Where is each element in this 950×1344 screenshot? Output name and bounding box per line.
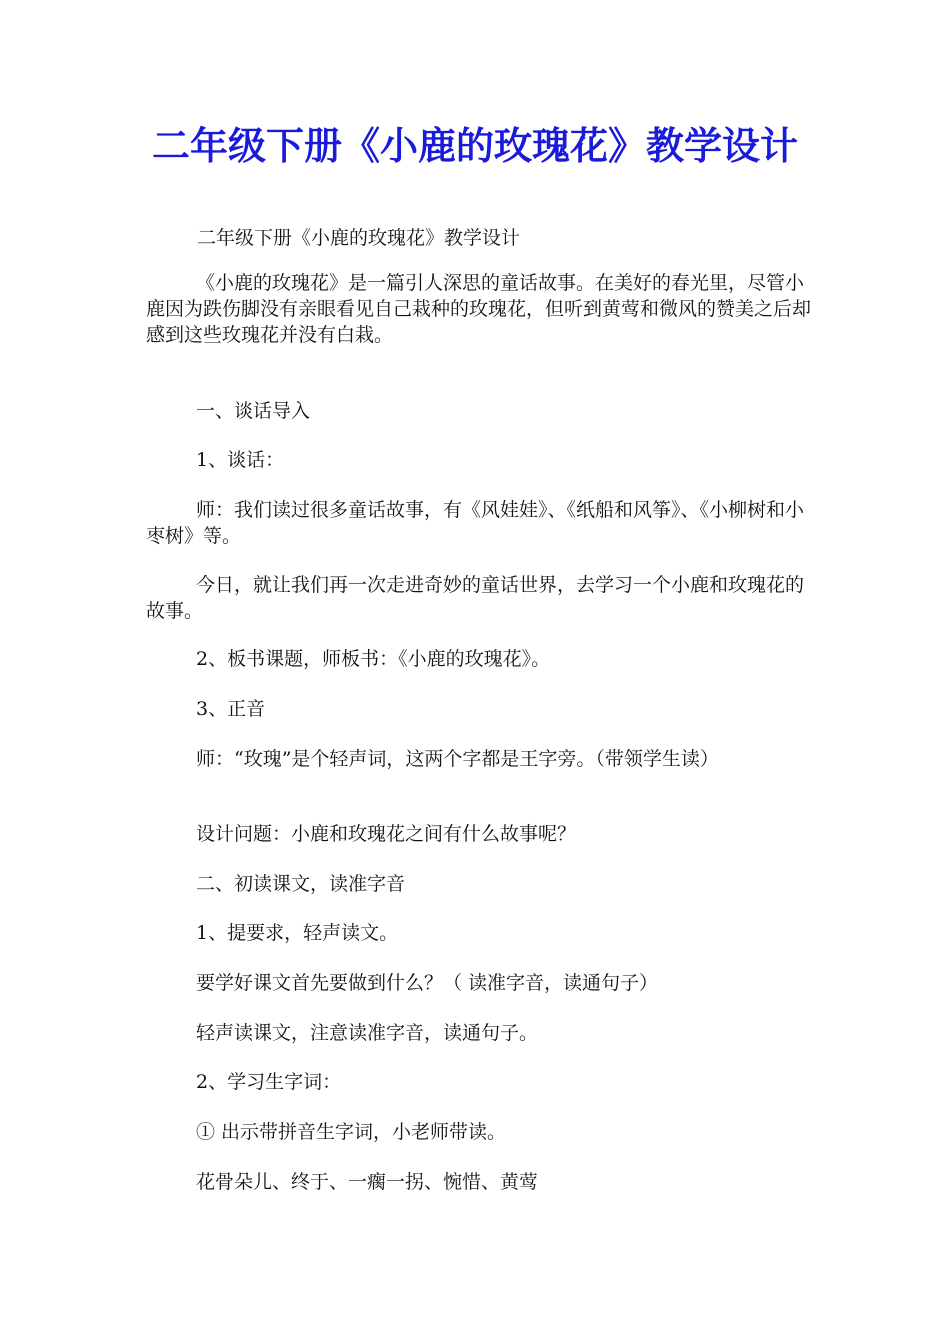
body-paragraph: 师：“玫瑰”是个轻声词，这两个字都是王字旁。（带领学生读）	[196, 748, 719, 770]
body-paragraph: 要学好课文首先要做到什么？（ 读准字音，读通句子）	[196, 972, 659, 994]
vocabulary-list: 花骨朵儿、终于、一瘸一拐、惋惜、黄莺	[196, 1171, 539, 1193]
step-heading: 1、提要求，轻声读文。	[196, 922, 399, 944]
document-title: 二年级下册《小鹿的玫瑰花》教学设计	[151, 124, 798, 168]
intro-paragraph: 《小鹿的玫瑰花》是一篇引人深思的童话故事。在美好的春光里，尽管小鹿因为跌伤脚没有亲眼看见自己栽种的玫瑰花，但听到黄莺和微风的赞美之后却感到这些玫瑰花并没有白栽。	[146, 272, 812, 346]
body-paragraph: 师：我们读过很多童话故事，有《风娃娃》、《纸船和风筝》、《小柳树和小枣树》等。	[146, 499, 805, 547]
section-heading-1: 一、谈话导入	[196, 400, 311, 422]
step-heading: 2、学习生字词：	[196, 1071, 342, 1093]
body-paragraph: 今日，就让我们再一次走进奇妙的童话世界，去学习一个小鹿和玫瑰花的故事。	[146, 574, 805, 622]
body-paragraph: ① 出示带拼音生字词，小老师带读。	[196, 1121, 507, 1143]
step-heading: 3、正音	[196, 698, 266, 720]
document-subtitle: 二年级下册《小鹿的玫瑰花》教学设计	[197, 227, 521, 249]
step-heading: 2、板书课题，师板书：《小鹿的玫瑰花》。	[196, 648, 551, 670]
step-heading: 1、谈话：	[196, 449, 285, 471]
body-paragraph: 轻声读课文，注意读准字音，读通句子。	[196, 1022, 539, 1044]
section-heading-2: 二、初读课文，读准字音	[196, 873, 406, 895]
body-paragraph: 设计问题：小鹿和玫瑰花之间有什么故事呢？	[196, 823, 577, 845]
